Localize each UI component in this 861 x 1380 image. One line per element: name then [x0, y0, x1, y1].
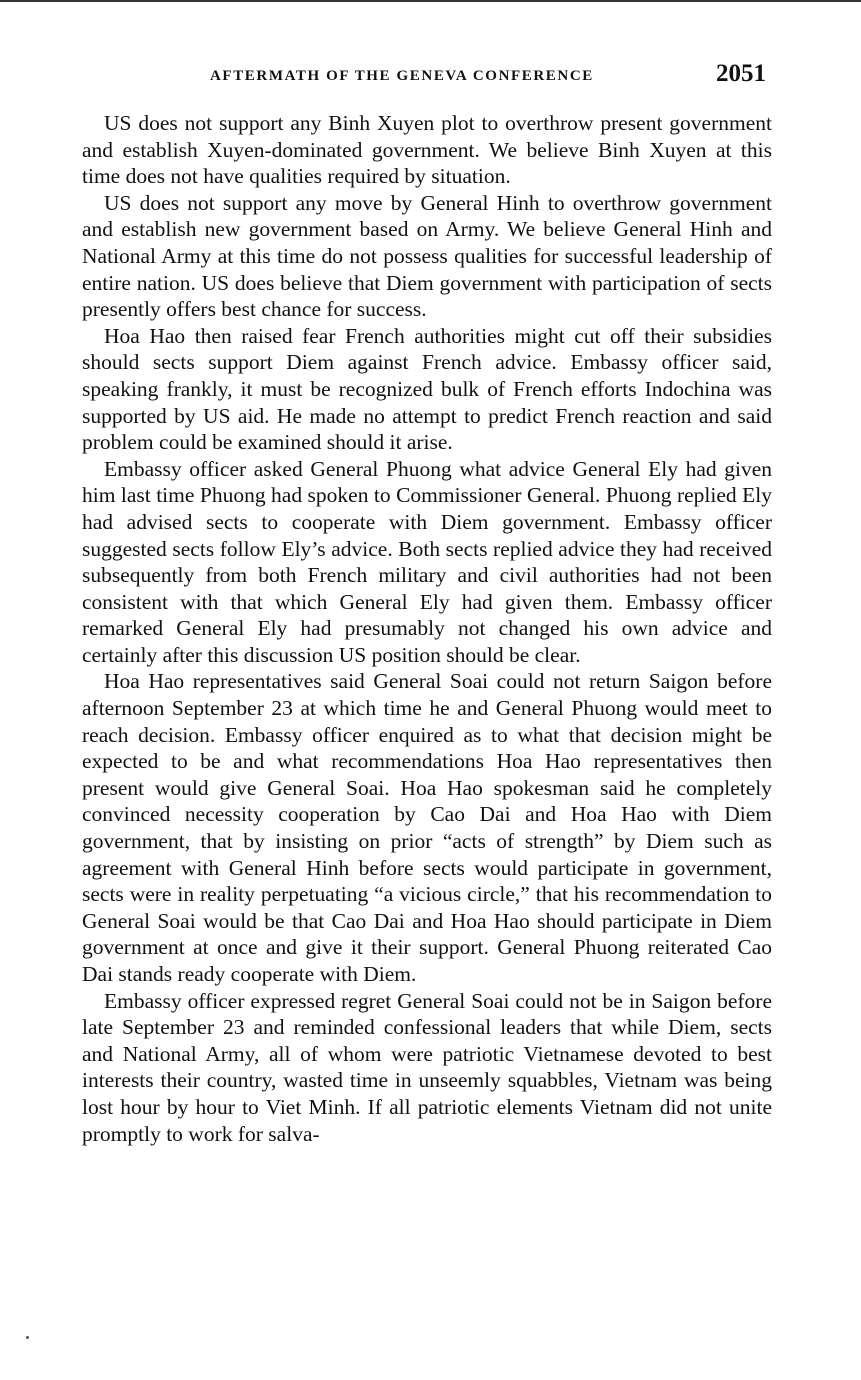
scan-speck — [26, 1336, 29, 1339]
top-border-rule — [0, 0, 861, 2]
paragraph: US does not support any move by General Hinh to overthrow government and establish new government based on Army. We believe General Hinh and National Army at this time do not possess qualities for successful leadership of entire nation. US does believe that Diem government with participation of sects presently offers best chance for success. — [82, 190, 772, 322]
page-number: 2051 — [716, 60, 766, 87]
paragraph: Embassy officer expressed regret General Soai could not be in Saigon before late September 23 and reminded confessional leaders that while Diem, sects and National Army, all of whom were patriotic Vietnamese devoted to best interests their country, wasted time in unseemly squabbles, Vietnam was being lost hour by hour to Viet Minh. If all patriotic elements Vietnam did not unite promptly to work for salva- — [82, 988, 772, 1146]
paragraph: Embassy officer asked General Phuong what advice General Ely had given him last time Phuong had spoken to Commissioner General. Phuong replied Ely had advised sects to cooperate with Diem government. Embassy officer suggested sects follow Ely’s advice. Both sects replied advice they had received subsequently from both French military and civil authorities had not been consistent with that which General Ely had given them. Embassy officer remarked General Ely had presumably not changed his own advice and certainly after this discussion US position should be clear. — [82, 456, 772, 667]
paragraph: Hoa Hao representatives said General Soai could not return Saigon before afternoon September 23 at which time he and General Phuong would meet to reach decision. Embassy officer enquired as to what that decision might be expected to be and what recommendations Hoa Hao representatives then present would give General Soai. Hoa Hao spokesman said he completely convinced necessity cooperation by Cao Dai and Hoa Hao with Diem government, that by insisting on prior “acts of strength” by Diem such as agreement with General Hinh before sects would participate in government, sects were in reality perpetuating “a vicious circle,” that his recommendation to General Soai would be that Cao Dai and Hoa Hao should participate in Diem government at once and give it their support. General Phuong reiterated Cao Dai stands ready cooperate with Diem. — [82, 669, 772, 986]
body-text — [82, 110, 772, 1147]
page-header — [82, 60, 768, 94]
paragraph: US does not support any Binh Xuyen plot to overthrow present government and establish Xuyen-dominated government. We believe Binh Xuyen at this time does not have qualities required by situation. — [82, 111, 772, 189]
running-head: AFTERMATH OF THE GENEVA CONFERENCE — [210, 68, 594, 84]
paragraph: Hoa Hao then raised fear French authorities might cut off their subsidies should sects support Diem against French advice. Embassy officer said, speaking frankly, it must be recognized bulk of French efforts Indochina was supported by US aid. He made no attempt to predict French reaction and said problem could be examined should it arise. — [82, 323, 772, 455]
